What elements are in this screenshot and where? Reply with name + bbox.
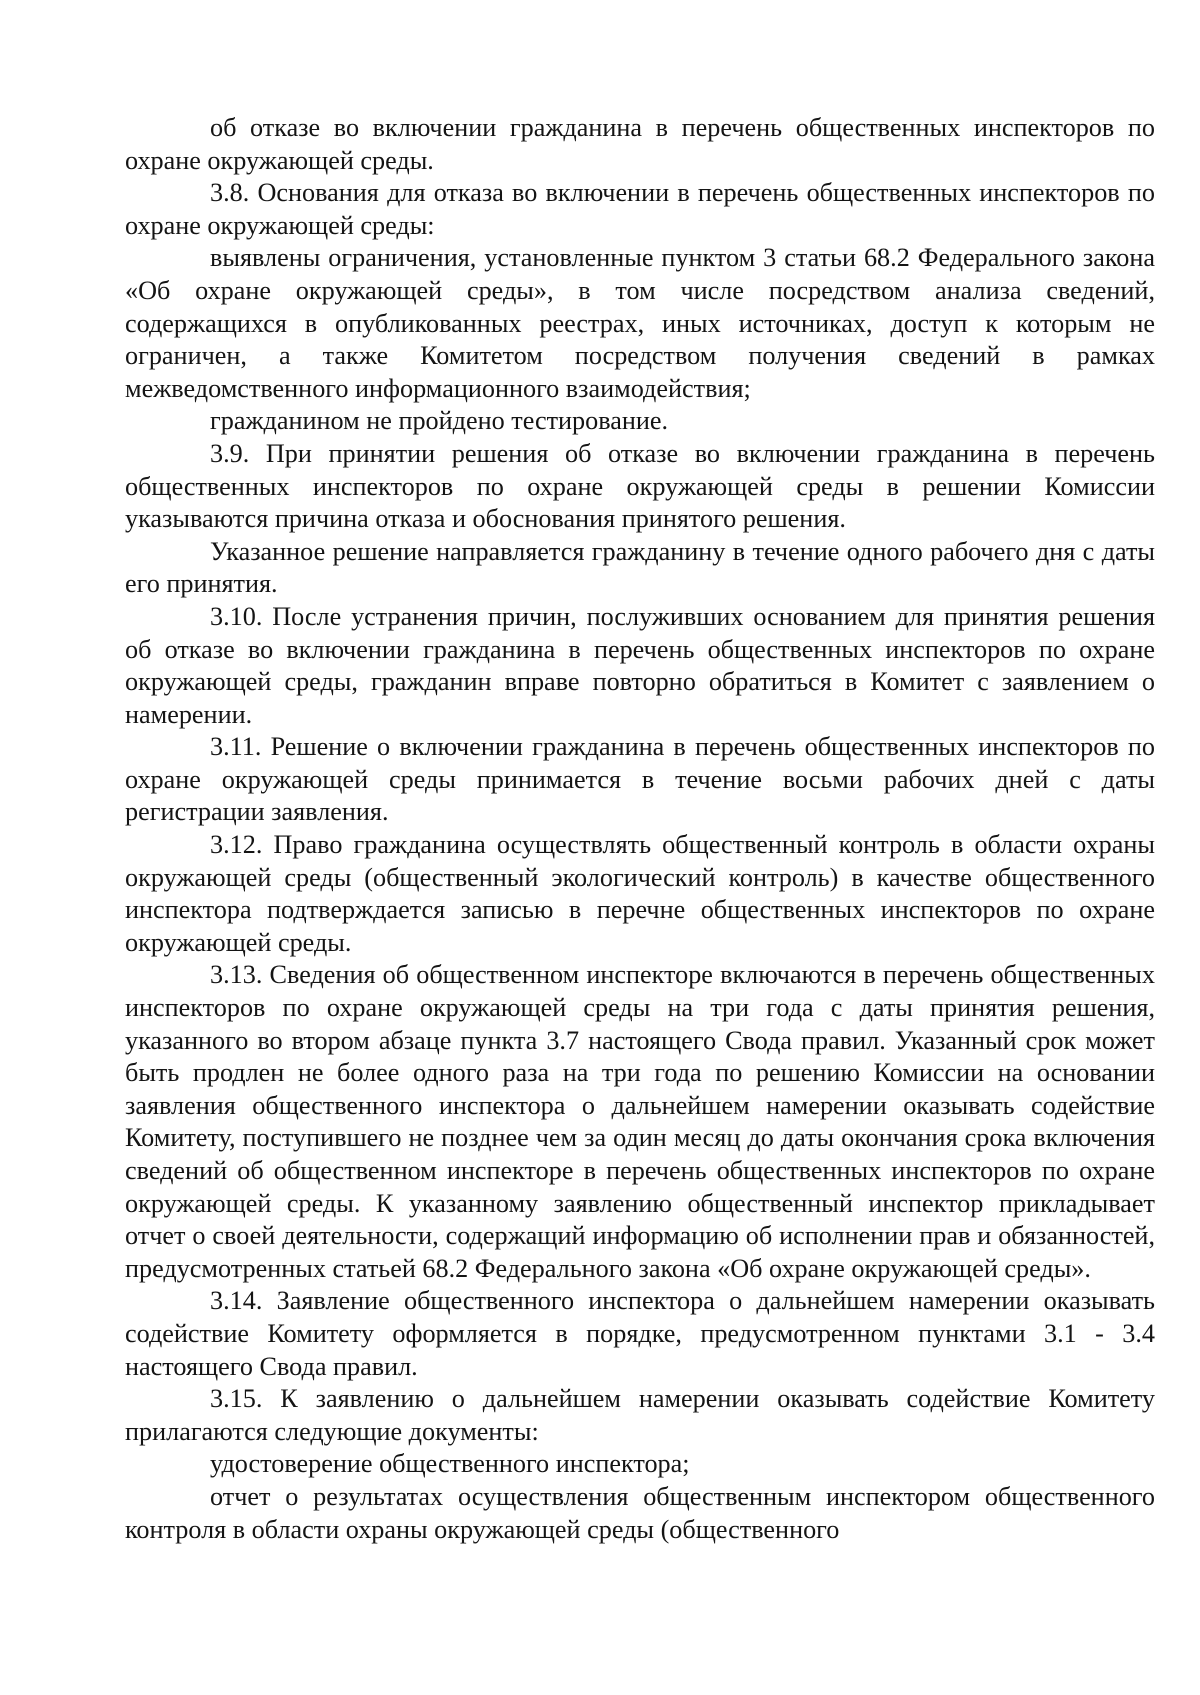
paragraph-refusal-ending: об отказе во включении гражданина в перечень общественных инспекторов по охране окружающей среды. — [125, 113, 1155, 175]
paragraph-testing: гражданином не пройдено тестирование. — [210, 406, 669, 436]
paragraph-3-8: 3.8. Основания для отказа во включении в перечень общественных инспекторов по охране окружающей среды: — [125, 178, 1155, 240]
paragraph-certificate: удостоверение общественного инспектора; — [210, 1449, 690, 1479]
paragraph-report: отчет о результатах осуществления общественным инспектором общественного контроля в области охраны окружающей среды (общественного — [125, 1481, 1155, 1544]
paragraph-3-14: 3.14. Заявление общественного инспектора о дальнейшем намерении оказывать содействие Комитету оформляется в порядке, предусмотренном пунктами 3.1 - 3.4 настоящего Свода правил. — [125, 1286, 1155, 1381]
paragraph-3-9: 3.9. При принятии решения об отказе во включении гражданина в перечень общественных инспекторов по охране окружающей среды в решении Комиссии указываются причина отказа и обоснования принятого решения. — [125, 438, 1155, 534]
document-page — [125, 112, 1155, 1546]
paragraph-3-10: 3.10. После устранения причин, послуживших основанием для принятия решения об отказе во включении гражданина в перечень общественных инспекторов по охране окружающей среды, гражданин вправе повторно обратиться в Комитет с заявлением о намерении. — [125, 601, 1155, 729]
paragraph-3-12: 3.12. Право гражданина осуществлять общественный контроль в области охраны окружающей среды (общественный экологический контроль) в качестве общественного инспектора подтверждается записью в перечне общественных инспекторов по охране окружающей среды. — [125, 830, 1155, 957]
paragraph-decision-sent: Указанное решение направляется гражданину в течение одного рабочего дня с даты его принятия. — [125, 536, 1155, 599]
paragraph-3-11: 3.11. Решение о включении гражданина в перечень общественных инспекторов по охране окружающей среды принимается в течение восьми рабочих дней с даты регистрации заявления. — [125, 732, 1155, 827]
paragraph-restrictions: выявлены ограничения, установленные пунктом 3 статьи 68.2 Федерального закона «Об охране окружающей среды», в том числе посредством анализа сведений, содержащихся в опубликованных реестрах, иных источниках, доступ к которым не ограничен, а также Комитетом посредством получения сведений в рамках межведомственного информационного взаимодействия; — [125, 243, 1155, 403]
paragraph-3-13: 3.13. Сведения об общественном инспекторе включаются в перечень общественных инспекторов по охране окружающей среды на три года с даты принятия решения, указанного во втором абзаце пункта 3.7 настоящего Свода правил. Указанный срок может быть продлен не более одного раза на три года по решению Комиссии на основании заявления общественного инспектора о дальнейшем намерении оказывать содействие Комитету, поступившего не позднее чем за один месяц до даты окончания срока включения сведений об общественном инспекторе в перечень общественных инспекторов по охране окружающей среды. К указанному заявлению общественный инспектор прикладывает отчет о своей деятельности, содержащий информацию об исполнении прав и обязанностей, предусмотренных статьей 68.2 Федерального закона «Об охране окружающей среды». — [125, 960, 1155, 1283]
paragraph-3-15: 3.15. К заявлению о дальнейшем намерении оказывать содействие Комитету прилагаются следующие документы: — [125, 1384, 1155, 1446]
